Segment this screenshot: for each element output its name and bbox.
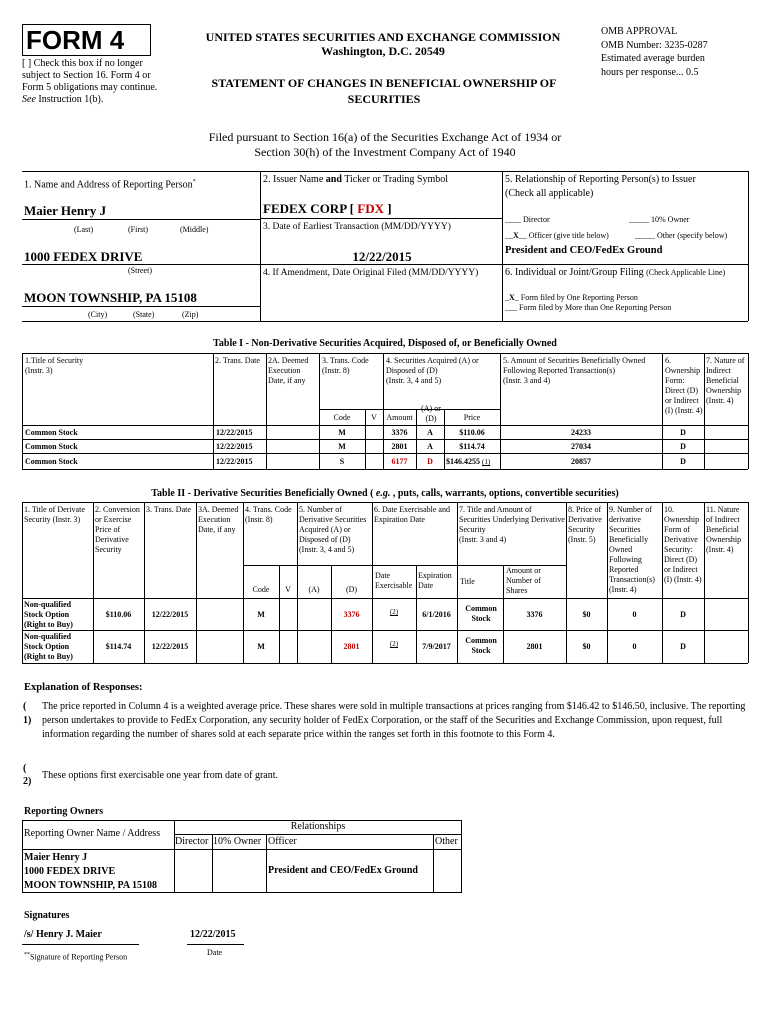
owner-name: Maier Henry J: [24, 852, 88, 863]
signature-caption-text: Signature of Reporting Person: [30, 952, 128, 962]
t1-row3-date: 12/22/2015: [216, 457, 253, 466]
t2-h9: 9. Number of derivative Securities Beneficially Owned Following Reported Transaction(s) (Instr. 4): [609, 505, 655, 594]
t2-title-eg: e.g.: [375, 488, 391, 499]
officer-post: __ Officer (give title below): [518, 231, 609, 240]
t1-h4b: (Instr. 3, 4 and 5): [386, 376, 442, 385]
t2-row1-price: $110.06: [105, 610, 132, 619]
reporting-person-name: Maier Henry J: [24, 203, 107, 218]
owners-col-name-label: Reporting Owner Name / Address: [24, 828, 161, 839]
ten-pct-owner-option: _____ 10% Owner: [629, 215, 690, 224]
t2-row2-und-amt: 2801: [526, 642, 543, 651]
box5-label: 5. Relationship of Reporting Person(s) to Issuer: [505, 174, 696, 185]
owner-address: [24, 851, 157, 893]
box-right-edge: [748, 171, 749, 321]
reporting-owners-title: Reporting Owners: [24, 806, 104, 817]
t2-sub-d: (D): [345, 585, 358, 594]
t1-col-right: [748, 353, 749, 469]
t2-row2-price: $114.74: [105, 642, 132, 651]
t1-row3-owned: 20857: [571, 457, 591, 466]
t2-h5: [299, 505, 371, 555]
t1-row3-form: D: [680, 457, 686, 466]
t1-row1-title: Common Stock: [25, 428, 78, 437]
t1-col-2: [213, 353, 214, 469]
t2-sub-amount: Amount or Number of Shares: [506, 566, 541, 595]
t2-row1-d: 3376: [343, 610, 360, 619]
check-box-text: [ ] Check this box if no longer subject to Section 16. Form 4 or Form 5 obligations may continue.: [22, 58, 158, 93]
t1-col3-sub: [319, 409, 500, 410]
owners-officer-label: Officer: [268, 836, 297, 847]
t2-h2: 2. Conversion or Exercise Price of Derivative Security: [95, 505, 140, 554]
omb-burden: Estimated average burden: [601, 53, 705, 64]
omb-approval-label: OMB APPROVAL: [601, 26, 678, 37]
box3-label: 3. Date of Earliest Transaction (MM/DD/YYYY): [263, 222, 451, 232]
t2-row2-bottom: [22, 663, 748, 664]
t1-col-2a: [266, 353, 267, 469]
city-caption: (City): [88, 310, 108, 319]
signature-line: [22, 944, 139, 945]
t1-row3-amount: 6177: [391, 457, 408, 466]
t2-row1-code: M: [257, 610, 265, 619]
t1-row2-title: Common Stock: [25, 442, 78, 451]
t2-row2-title: Non-qualified Stock Option (Right to Buy): [24, 632, 73, 661]
t1-row2-date: 12/22/2015: [216, 442, 253, 451]
footnote-2-text: These options first exercisable one year from date of grant.: [42, 770, 279, 781]
t2-title-a: Table II - Derivative Securities Beneficially Owned (: [151, 488, 376, 499]
t1-col-left: [22, 353, 23, 469]
date-line: [187, 944, 244, 945]
form-title: FORM 4: [26, 25, 125, 55]
t1-h4: [386, 356, 498, 386]
box4-label: 4. If Amendment, Date Original Filed (MM/DD/YYYY): [263, 268, 479, 278]
t2-header-bottom: [22, 598, 748, 599]
t1-row2-code: M: [338, 442, 346, 451]
filed-pursuant-line1: Filed pursuant to Section 16(a) of the Securities Exchange Act of 1934 or: [208, 130, 562, 144]
footnote-1-link[interactable]: (1): [482, 458, 491, 466]
t2-row1-und-amt: 3376: [526, 610, 543, 619]
officer-check: X: [513, 231, 519, 240]
t1-row2-form: D: [680, 442, 686, 451]
owner-city: MOON TOWNSHIP, PA 15108: [24, 880, 157, 891]
t2-h8: 8. Price of Derivative Security (Instr. 5): [568, 505, 602, 544]
t2-row1-title: Non-qualified Stock Option (Right to Buy): [24, 600, 73, 629]
signature-date: 12/22/2015: [190, 929, 236, 940]
t2-col-4: [243, 502, 244, 663]
footnote-2-number: ( 2): [23, 763, 32, 787]
box-top-line: [22, 171, 748, 172]
box3-bottom-line: [260, 264, 748, 265]
t1-h2a: 2A. Deemed Execution Date, if any: [268, 356, 309, 385]
footnote-1-number: ( 1): [23, 701, 32, 726]
t2-row2-owned: 0: [632, 642, 637, 651]
agency-location: Washington, D.C. 20549: [321, 44, 445, 58]
t1-sub-v: V: [371, 413, 377, 422]
t1-h1: [25, 356, 210, 376]
t1-row1-bottom: [22, 439, 748, 440]
t1-sub-code: Code: [333, 413, 351, 422]
box2-bottom-line: [260, 218, 502, 219]
t2-h11: 11. Nature of Indirect Beneficial Ownership (Instr. 4): [706, 505, 742, 554]
t1-h1b: (Instr. 3): [25, 366, 53, 375]
owners-col-officer: [266, 834, 267, 893]
t1-row1-date: 12/22/2015: [216, 428, 253, 437]
issuer-name: FEDEX CORP: [263, 201, 347, 216]
t2-h1: 1. Title of Derivate Security (Instr. 3): [24, 505, 85, 524]
footnote-1-text: The price reported in Column 4 is a weighted average price. These shares were sold in multiple transactions at prices ranging from $146.42 to $146.50, inclusive. The reporting person undertakes to provide to FedEx Corporation, any security holder of FedEx Corporation, or the staff of the Securities and Exchange Commission, upon request, full information regarding the number of shares sold at each separate price within the ranges set forth in this footnote to this Form 4.: [42, 701, 746, 740]
owners-rel-line: [174, 834, 462, 835]
t2-col-3a: [196, 502, 197, 663]
t2-row2-und-title: Common Stock: [465, 636, 497, 655]
owners-header-line: [22, 849, 462, 850]
t2-h10: 10. Ownership Form of Derivative Security: Direct (D) or Indirect (I) (Instr. 4): [664, 505, 702, 584]
t2-h7b: (Instr. 3 and 4): [459, 535, 507, 544]
t2-sub-date-ex: Date Exercisable: [375, 571, 413, 590]
filed-pursuant-line2: Section 30(h) of the Investment Company Act of 1940: [254, 145, 516, 159]
owners-relationships-label: Relationships: [290, 821, 346, 832]
omb-number: OMB Number: 3235-0287: [601, 39, 708, 51]
t2-col-right: [748, 502, 749, 663]
t2-col-5: [297, 502, 298, 663]
t1-h1a: 1.Title of Security: [25, 356, 84, 365]
owners-col-other: [433, 834, 434, 893]
t1-row2-owned: 27034: [571, 442, 591, 451]
t2-h6: 6. Date Exercisable and Expiration Date: [374, 505, 450, 524]
box2-label-b: Ticker or Trading Symbol: [341, 174, 449, 185]
bracket-close: ]: [383, 201, 392, 216]
t2-row2-form: D: [680, 642, 686, 651]
box6-label-small: (Check Applicable Line): [646, 268, 726, 277]
bracket-open: [: [349, 201, 358, 216]
t2-col-9: [607, 502, 608, 663]
t1-row1-amount: 3376: [391, 428, 408, 437]
t1-row3-code: S: [339, 457, 345, 466]
t2-sub-v: V: [285, 585, 291, 594]
footnote-2-link-row1[interactable]: (2): [389, 608, 399, 616]
t2-sub-title: Title: [460, 577, 475, 586]
date-caption: Date: [207, 948, 223, 957]
box5-sub: (Check all applicable): [505, 188, 594, 199]
t1-h2: 2. Trans. Date: [215, 356, 260, 365]
owners-other-label: Other: [435, 836, 458, 847]
t1-row2-ad: A: [427, 442, 433, 451]
t2-col-8: [566, 502, 567, 663]
explanation-title: Explanation of Responses:: [24, 682, 143, 693]
t1-h5: [503, 356, 661, 386]
t1-row3-price: [446, 457, 500, 467]
t1-row1-owned: 24233: [571, 428, 591, 437]
box2-label: [263, 174, 448, 186]
t2-sub-exp: Expiration Date: [418, 571, 452, 590]
director-option: ____ Director: [505, 215, 550, 224]
box2-right-line: [502, 171, 503, 321]
t2-col-11: [704, 502, 705, 663]
omb-approval: [601, 25, 761, 79]
box1-label-text: 1. Name and Address of Reporting Person: [24, 179, 193, 191]
owners-10pct-label: 10% Owner: [213, 836, 262, 847]
t2-sub-a: (A): [308, 585, 320, 594]
opt1-post: _ Form filed by One Reporting Person: [514, 293, 638, 302]
box2-label-a: 2. Issuer Name: [263, 174, 326, 185]
earliest-transaction-date: 12/22/2015: [352, 249, 412, 264]
t1-h5a: 5. Amount of Securities Beneficially Owned Following Reported Transaction(s): [503, 356, 646, 375]
group-filing-option: ___ Form filed by More than One Reporting Person: [505, 303, 672, 312]
name-underline: [22, 219, 260, 220]
signature-value: /s/ Henry J. Maier: [24, 929, 102, 940]
t1-row1-code: M: [338, 428, 346, 437]
t2-title-b: , puts, calls, warrants, options, convertible securities): [390, 488, 619, 499]
t1-top: [22, 353, 748, 354]
other-option: _____ Other (specify below): [635, 231, 728, 240]
owner-street: 1000 FEDEX DRIVE: [24, 866, 116, 877]
t2-row1-p8: $0: [582, 610, 591, 619]
check-box-instruction: [22, 58, 172, 106]
t1-row1-price: $110.06: [459, 428, 485, 437]
street-caption: (Street): [128, 266, 152, 275]
t1-sub-price: Price: [463, 413, 481, 422]
t2-row2-exp: 7/9/2017: [422, 642, 451, 651]
t2-col-2: [93, 502, 94, 663]
issuer-name-ticker: [263, 202, 392, 216]
t1-h5b: (Instr. 3 and 4): [503, 376, 551, 385]
t1-h4a: 4. Securities Acquired (A) or Disposed of (D): [386, 356, 479, 375]
t2-h5b: (Instr. 3, 4 and 5): [299, 545, 355, 554]
t1-row2-amount: 2801: [391, 442, 408, 451]
individual-filing-option: [505, 293, 638, 303]
t1-row1-ad: A: [427, 428, 433, 437]
t2-row1-und-title: Common Stock: [465, 604, 497, 623]
t1-row3-price-value: $146.4255: [446, 457, 480, 466]
opt1-pre: _: [505, 293, 509, 302]
t2-col-3: [144, 502, 145, 663]
t1-row3-ad: D: [427, 457, 433, 466]
state-caption: (State): [133, 310, 155, 319]
t2-h3a: 3A. Deemed Execution Date, if any: [198, 505, 239, 534]
check-box-instr: Instruction 1(b).: [35, 94, 104, 105]
box6-label: [505, 267, 725, 279]
t2-row1-form: D: [680, 610, 686, 619]
t2-h7: [459, 505, 565, 545]
footnote-2-link-row2[interactable]: (2): [389, 640, 399, 648]
table2-title: [0, 488, 770, 500]
box2-label-and: and: [325, 174, 342, 185]
t2-h3: 3. Trans. Date: [146, 505, 191, 514]
street-underline: [22, 264, 260, 265]
box6-label-text: 6. Individual or Joint/Group Filing: [505, 267, 644, 278]
ticker-symbol: FDX: [357, 201, 384, 216]
t1-row3-title: Common Stock: [25, 457, 78, 466]
statement-title: STATEMENT OF CHANGES IN BENEFICIAL OWNERSHIP OF SECURITIES: [211, 76, 557, 106]
t2-row2-p8: $0: [582, 642, 591, 651]
signature-caption: [24, 950, 127, 963]
owner-officer-title: President and CEO/FedEx Ground: [268, 865, 418, 876]
t1-sub-amount: Amount: [386, 413, 413, 422]
box1-label-mark: *: [192, 179, 196, 185]
t2-row1-date: 12/22/2015: [151, 610, 189, 619]
box1-label: [24, 176, 196, 191]
t2-row1-exp: 6/1/2016: [422, 610, 451, 619]
omb-hours: hours per response... 0.5: [601, 66, 699, 78]
t2-h4: 4. Trans. Code (Instr. 8): [245, 505, 292, 524]
signatures-title: Signatures: [24, 910, 70, 921]
t2-row2-date: 12/22/2015: [151, 642, 189, 651]
officer-pre: __: [505, 231, 513, 240]
t1-h3: 3. Trans. Code (Instr. 8): [322, 356, 369, 375]
t1-row2-price: $114.74: [459, 442, 485, 451]
t1-h6: 6. Ownership Form: Direct (D) or Indirect (I) (Instr. 4): [665, 356, 703, 415]
t2-col-left: [22, 502, 23, 663]
box-bottom-line: [22, 321, 748, 322]
t2-row2-d: 2801: [343, 642, 360, 651]
signature-caption-mark: **: [24, 952, 30, 958]
check-box-see: See: [22, 94, 36, 105]
city-underline: [22, 306, 260, 307]
opt1-check: X: [509, 293, 515, 302]
box1-right-line: [260, 171, 261, 321]
owners-director-label: Director: [175, 836, 209, 847]
officer-title: President and CEO/FedEx Ground: [505, 245, 663, 256]
t2-row2-code: M: [257, 642, 265, 651]
t1-header-bottom: [22, 425, 748, 426]
t1-row2-bottom: [22, 453, 748, 454]
t2-h7a: 7. Title and Amount of Securities Underlying Derivative Security: [459, 505, 565, 534]
t1-sub-aord: (A) or (D): [421, 404, 441, 423]
t2-col-4v: [279, 565, 280, 663]
t2-row1-bottom: [22, 630, 748, 631]
t2-col-10: [662, 502, 663, 663]
t2-sub-line-4: [243, 565, 372, 566]
officer-option: [505, 231, 609, 241]
t1-row3-bottom: [22, 469, 748, 470]
t1-h7: 7. Nature of Indirect Beneficial Ownership (Instr. 4): [706, 356, 745, 405]
name-middle-caption: (Middle): [180, 225, 209, 234]
reporting-person-street: 1000 FEDEX DRIVE: [24, 249, 143, 264]
t2-sub-code: Code: [252, 585, 270, 594]
t2-top: [22, 502, 748, 503]
name-first-caption: (First): [128, 225, 148, 234]
t1-row1-form: D: [680, 428, 686, 437]
t2-h5a: 5. Number of Derivative Securities Acquired (A) or Disposed of (D): [299, 505, 367, 544]
t2-row1-owned: 0: [632, 610, 637, 619]
table1-title: Table I - Non-Derivative Securities Acquired, Disposed of, or Beneficially Owned: [213, 338, 557, 349]
reporting-person-city: MOON TOWNSHIP, PA 15108: [24, 290, 197, 305]
agency-name: UNITED STATES SECURITIES AND EXCHANGE COMMISSION: [205, 30, 561, 44]
zip-caption: (Zip): [182, 310, 199, 319]
name-last-caption: (Last): [74, 225, 94, 234]
